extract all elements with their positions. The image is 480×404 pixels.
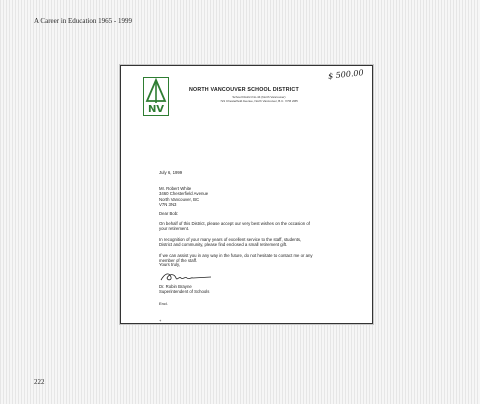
paragraph-2-line-1: In recognition of your many years of excellent service to the staff, students, [159,237,302,242]
scanned-letter [120,65,373,324]
district-address-line-2: 721 Chesterfield Avenue, North Vancouver, B.C. V7M 2M5 [220,99,298,103]
signer-name: Dr. Robin Brayne [159,284,192,289]
recipient-city: North Vancouver, BC [159,196,200,202]
recipient-name: Mr. Robert White [159,186,192,191]
district-name: NORTH VANCOUVER SCHOOL DISTRICT [189,87,299,93]
page-number: 222 [34,378,45,386]
paragraph-2-line-2: District and community, please find enclosed a small retirement gift. [159,242,288,248]
running-header: A Career in Education 1965 - 1999 [34,17,132,25]
paragraph-1-line-1: On behalf of this District, please accept our very best wishes on the occasion of [159,221,310,226]
paragraph-1 [159,221,351,232]
signer-block [159,284,351,295]
salutation: Dear Bob: [159,211,179,216]
closing: Yours truly, [159,262,181,267]
footer-mark: + [159,318,162,323]
signature [159,269,215,284]
paragraph-2 [159,237,351,248]
paragraph-1-line-2: your retirement. [159,226,190,232]
signer-title: Superintendent of Schools [159,289,210,295]
svg-text:NV: NV [147,104,165,115]
recipient-street: 3460 Chesterfield Avenue [159,191,209,197]
recipient-address [159,186,351,207]
paragraph-3-line-1: If we can assist you in any way in the future, do not hesitate to contact me or any [159,253,313,258]
recipient-postal: V7N 3N3 [159,201,177,207]
handwritten-amount: $ 500.00 [327,68,364,81]
paragraph-3-line-2: member of the staff. [159,258,198,264]
letter-date: July 6, 1999 [159,170,183,175]
district-address-line-1: School District No.44 (North Vancouver) [232,95,286,99]
school-district-logo [143,77,169,116]
enclosure-note: Encl. [159,301,168,306]
